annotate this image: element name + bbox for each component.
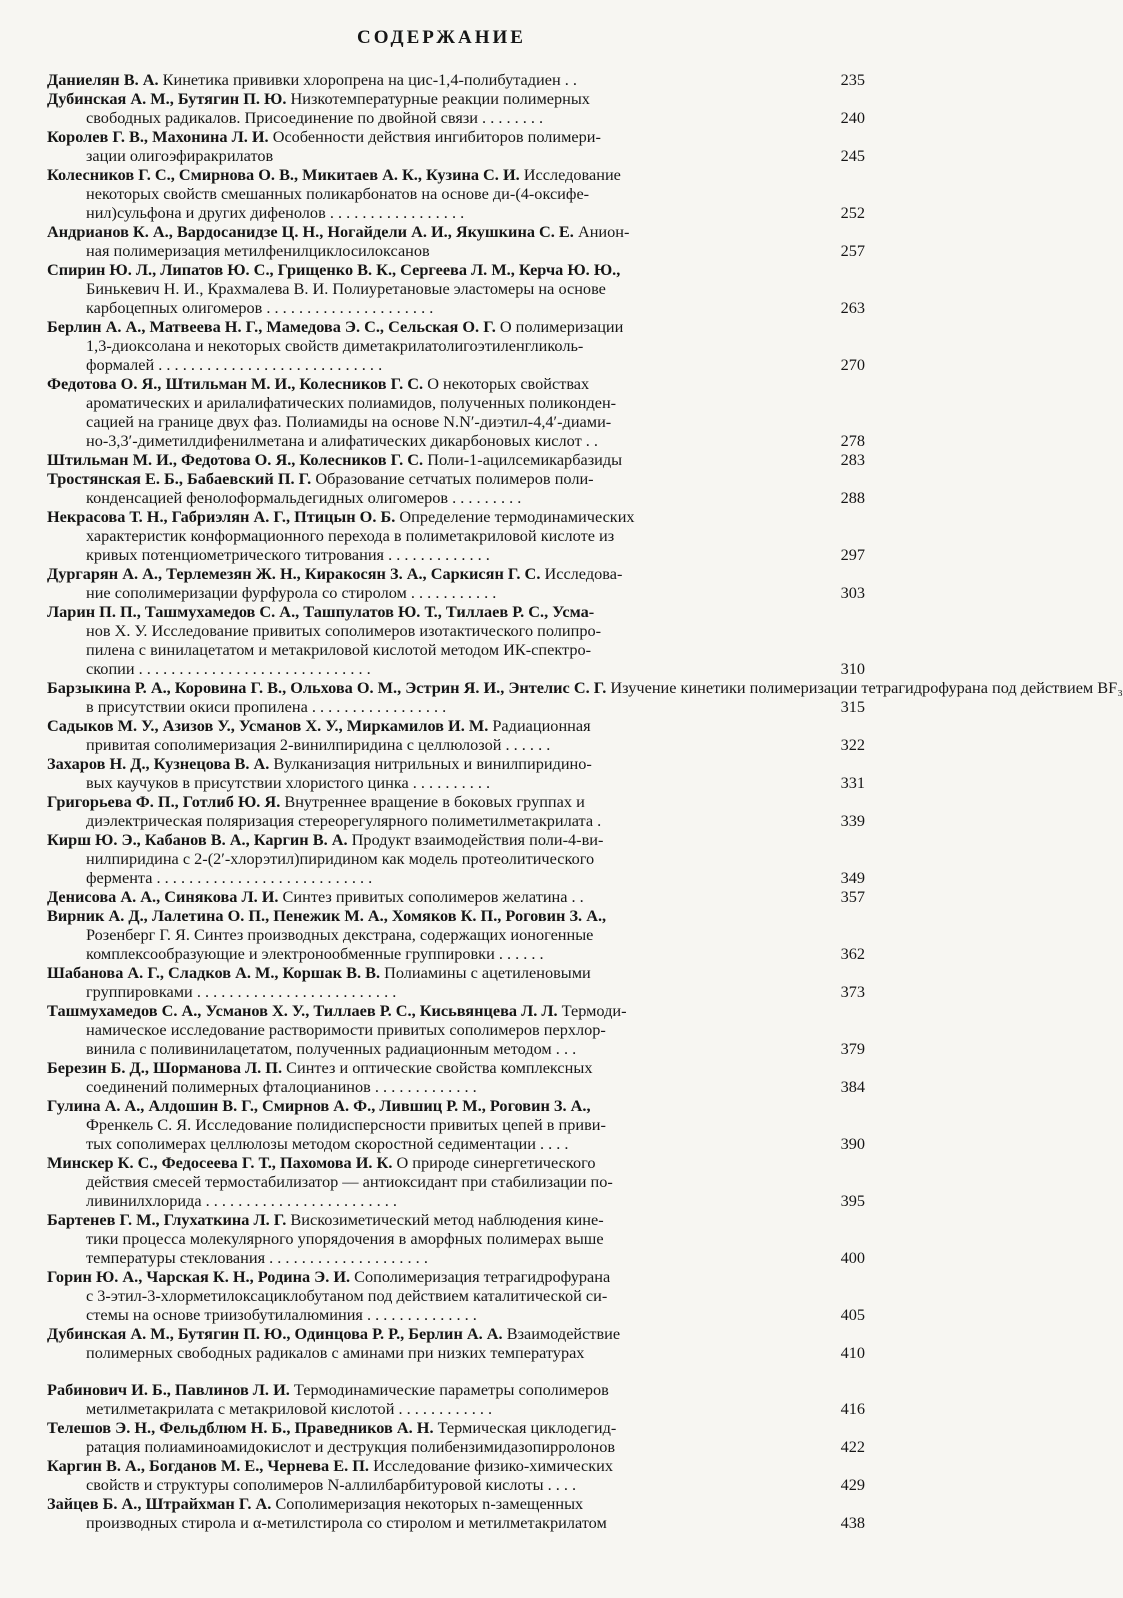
toc-title-text: Термическая циклодегид- — [437, 1418, 617, 1437]
toc-entry-first-line — [0, 70, 781, 89]
toc-entry — [0, 450, 883, 469]
toc-entry-line: свойств и структуры сополимеров N-аллилбарбитуровой кислоты . . . . — [86, 1475, 577, 1494]
toc-title-text: Кинетика прививки хлоропрена на цис-1,4-полибутадиен . . — [162, 70, 577, 89]
toc-authors: Тростянская Е. Б., Бабаевский П. Г. — [47, 469, 312, 488]
toc-authors: Колесников Г. С., Смирнова О. В., Микитаев А. К., Кузина С. И. — [47, 165, 520, 184]
toc-entry-line: сацией на границе двух фаз. Полиамиды на основе N.N′-диэтил-4,4′-диами- — [86, 412, 612, 431]
toc-entry-line: зации олигоэфиракрилатов — [86, 146, 274, 165]
toc-page-number: 400 — [840, 1248, 865, 1267]
toc-title-text: Определение термодинамических — [399, 507, 635, 526]
toc-entry — [0, 1153, 883, 1210]
toc-authors: Кирш Ю. Э., Кабанов В. А., Каргин В. А. — [47, 830, 348, 849]
toc-entry-first-line — [0, 165, 781, 184]
toc-page-number: 297 — [840, 545, 865, 564]
toc-entry — [0, 602, 883, 678]
toc-entry-first-line — [0, 1058, 781, 1077]
toc-title-text: Вулканизация нитрильных и винилпиридино- — [273, 754, 592, 773]
toc-title-text: О некоторых свойствах — [427, 374, 590, 393]
toc-page-number: 331 — [840, 773, 865, 792]
toc-entry-line: формалей . . . . . . . . . . . . . . . . . . . . . . . . . . . . — [86, 355, 383, 374]
toc-authors: Спирин Ю. Л., Липатов Ю. С., Грищенко В. К., Сергеева Л. М., Керча Ю. Ю., — [47, 260, 621, 279]
toc-entry-line: комплексообразующие и электронообменные группировки . . . . . . — [86, 944, 544, 963]
toc-entry-first-line — [0, 1380, 781, 1399]
toc-entry-line: винила с поливинилацетатом, полученных радиационным методом . . . — [86, 1039, 577, 1058]
toc-entry-line: но-3,3′-диметилдифенилметана и алифатических дикарбоновых кислот . . — [86, 431, 598, 450]
toc-entry-line: диэлектрическая поляризация стереорегулярного полиметилметакрилата . — [86, 811, 602, 830]
toc-entry — [0, 70, 883, 89]
toc-authors: Березин Б. Д., Шорманова Л. П. — [47, 1058, 283, 1077]
toc-authors: Даниелян В. А. — [47, 70, 159, 89]
toc-page-number: 315 — [840, 697, 865, 716]
toc-title-text: Исследование — [523, 165, 621, 184]
toc-page-number: 310 — [840, 659, 865, 678]
toc-authors: Андрианов К. А., Вардосанидзе Ц. Н., Ногайдели А. И., Якушкина С. Е. — [47, 222, 574, 241]
toc-authors: Рабинович И. Б., Павлинов Л. И. — [47, 1380, 290, 1399]
toc-authors: Ташмухамедов С. А., Усманов Х. У., Тиллаев Р. С., Кисьвянцева Л. Л. — [47, 1001, 558, 1020]
toc-authors: Зайцев Б. А., Штрайхман Г. А. — [47, 1494, 272, 1513]
toc-entry-first-line — [0, 374, 781, 393]
toc-authors: Каргин В. А., Богданов М. Е., Чернева Е. П. — [47, 1456, 369, 1475]
toc-entry-line: ратация полиаминоамидокислот и деструкция полибензимидазопирролонов — [86, 1437, 616, 1456]
toc-authors: Садыков М. У., Азизов У., Усманов Х. У., Миркамилов И. М. — [47, 716, 489, 735]
toc-entry-line: конденсацией фенолоформальдегидных олигомеров . . . . . . . . . — [86, 488, 522, 507]
toc-entry — [0, 1001, 883, 1058]
toc-entry-line: скопии . . . . . . . . . . . . . . . . . . . . . . . . . . . . . — [86, 659, 371, 678]
toc-entry-line: Розенберг Г. Я. Синтез производных декстрана, содержащих ионогенные — [86, 925, 594, 944]
toc-entry-first-line — [0, 830, 781, 849]
toc-entry-line: нов Х. У. Исследование привитых сополимеров изотактического полипро- — [86, 621, 602, 640]
toc-title-text: Синтез привитых сополимеров желатина . . — [282, 887, 584, 906]
toc-entry-first-line — [0, 716, 781, 735]
section-gap — [0, 1362, 883, 1380]
toc-entry-line: Френкель С. Я. Исследование полидисперсности привитых цепей в приви- — [86, 1115, 606, 1134]
toc-entry-first-line — [0, 507, 781, 526]
toc-authors: Телешов Э. Н., Фельдблюм Н. Б., Праведников А. Н. — [47, 1418, 434, 1437]
toc-authors: Берлин А. А., Матвеева Н. Г., Мамедова Э. С., Сельская О. Г. — [47, 317, 496, 336]
toc-entry — [0, 1096, 883, 1153]
toc-title-text: О полимеризации — [499, 317, 624, 336]
toc-authors: Денисова А. А., Синякова Л. И. — [47, 887, 279, 906]
toc-title-text: Исследова- — [544, 564, 623, 583]
toc-entry-line: некоторых свойств смешанных поликарбонатов на основе ди-(4-оксифе- — [86, 184, 590, 203]
toc-page-number: 438 — [840, 1513, 865, 1532]
toc-entry-line: группировками . . . . . . . . . . . . . . . . . . . . . . . . . — [86, 982, 397, 1001]
toc-authors: Барзыкина Р. А., Коровина Г. В., Ольхова О. М., Эстрин Я. И., Энтелис С. Г. — [47, 678, 607, 697]
toc-authors: Минскер К. С., Федосеева Г. Т., Пахомова И. К. — [47, 1153, 393, 1172]
toc-entry-first-line — [0, 1001, 781, 1020]
toc-authors: Королев Г. В., Махонина Л. И. — [47, 127, 269, 146]
toc-entry-line: нил)сульфона и других дифенолов . . . . . . . . . . . . . . . . . — [86, 203, 465, 222]
toc-entry — [0, 1210, 883, 1267]
toc-entry-line: действия смесей термостабилизатор — антиоксидант при стабилизации по- — [86, 1172, 613, 1191]
toc-entry-line: характеристик конформационного перехода в полиметакриловой кислоте из — [86, 526, 615, 545]
table-of-contents — [0, 70, 1123, 1532]
toc-entry — [0, 792, 883, 830]
toc-authors: Некрасова Т. Н., Габриэлян А. Г., Птицын О. Б. — [47, 507, 396, 526]
toc-entry-line: фермента . . . . . . . . . . . . . . . . . . . . . . . . . . . — [86, 868, 373, 887]
toc-entry-first-line — [0, 1418, 781, 1437]
toc-entry — [0, 507, 883, 564]
toc-entry-first-line — [0, 469, 781, 488]
toc-page-number: 235 — [840, 70, 865, 89]
toc-entry-first-line — [0, 260, 781, 279]
toc-entry-line: ливинилхлорида . . . . . . . . . . . . . . . . . . . . . . . . — [86, 1191, 397, 1210]
toc-entry — [0, 678, 1123, 716]
toc-entry-first-line — [0, 450, 781, 469]
page-title: СОДЕРЖАНИЕ — [357, 27, 526, 48]
toc-title-text: Низкотемпературные реакции полимерных — [290, 89, 590, 108]
toc-entry-line: кривых потенциометрического титрования . . . . . . . . . . . . . — [86, 545, 490, 564]
toc-entry-first-line — [0, 1096, 781, 1115]
toc-page-number: 379 — [840, 1039, 865, 1058]
toc-page-number: 410 — [840, 1343, 865, 1362]
toc-authors: Дубинская А. М., Бутягин П. Ю. — [47, 89, 287, 108]
toc-page-number: 288 — [840, 488, 865, 507]
toc-entry-line: вых каучуков в присутствии хлористого цинка . . . . . . . . . . — [86, 773, 491, 792]
toc-entry — [0, 1418, 883, 1456]
toc-page-number: 362 — [840, 944, 865, 963]
toc-entry — [0, 564, 883, 602]
toc-entry — [0, 1456, 883, 1494]
toc-entry — [0, 469, 883, 507]
toc-title-text: Изучение кинетики полимеризации тетрагидрофурана под действием BF₃ — [610, 678, 1123, 697]
toc-authors: Дургарян А. А., Терлемезян Ж. Н., Киракосян З. А., Саркисян Г. С. — [47, 564, 541, 583]
toc-entry-line: карбоцепных олигомеров . . . . . . . . . . . . . . . . . . . . . — [86, 298, 434, 317]
toc-entry-line: ароматических и арилалифатических полиамидов, полученных поликонден- — [86, 393, 617, 412]
toc-title-text: Радиационная — [492, 716, 591, 735]
toc-authors: Гулина А. А., Алдошин В. Г., Смирнов А. Ф., Лившиц Р. М., Роговин З. А., — [47, 1096, 591, 1115]
toc-title-text: Синтез и оптические свойства комплексных — [286, 1058, 593, 1077]
toc-entry — [0, 754, 883, 792]
toc-entry — [0, 716, 883, 754]
toc-entry — [0, 1267, 883, 1324]
toc-entry — [0, 127, 883, 165]
toc-entry-first-line — [0, 754, 781, 773]
toc-authors: Ларин П. П., Ташмухамедов С. А., Ташпулатов Ю. Т., Тиллаев Р. С., Усма- — [47, 602, 595, 621]
toc-title-text: Внутреннее вращение в боковых группах и — [284, 792, 585, 811]
toc-entry-first-line — [0, 792, 781, 811]
toc-title-text: Исследование физико-химических — [373, 1456, 613, 1475]
toc-entry-first-line — [0, 906, 781, 925]
toc-entry-line: температуры стеклования . . . . . . . . . . . . . . . . . . . . — [86, 1248, 428, 1267]
toc-entry-line: с 3-этил-3-хлорметилоксациклобутаном под действием каталитической си- — [86, 1286, 608, 1305]
toc-entry-first-line — [0, 678, 1123, 697]
toc-entry-line: ние сополимеризации фурфурола со стиролом . . . . . . . . . . . — [86, 583, 497, 602]
toc-title-text: Сополимеризация тетрагидрофурана — [354, 1267, 611, 1286]
toc-authors: Горин Ю. А., Чарская К. Н., Родина Э. И. — [47, 1267, 351, 1286]
toc-entry — [0, 260, 883, 317]
toc-page-number: 303 — [840, 583, 865, 602]
toc-entry-first-line — [0, 1456, 781, 1475]
toc-authors: Григорьева Ф. П., Готлиб Ю. Я. — [47, 792, 281, 811]
toc-page-number: 373 — [840, 982, 865, 1001]
toc-page-number: 252 — [840, 203, 865, 222]
toc-page-number: 245 — [840, 146, 865, 165]
toc-entry — [0, 89, 883, 127]
toc-entry — [0, 1058, 883, 1096]
toc-entry-first-line — [0, 602, 781, 621]
toc-entry-line: метилметакрилата с метакриловой кислотой . . . . . . . . . . . . — [86, 1399, 493, 1418]
toc-title-text: Термодинамические параметры сополимеров — [293, 1380, 609, 1399]
toc-title-text: Продукт взаимодействия поли-4-ви- — [351, 830, 604, 849]
toc-page-number: 357 — [840, 887, 865, 906]
toc-entry-line: стемы на основе триизобутилалюминия . . . . . . . . . . . . . . — [86, 1305, 477, 1324]
toc-authors: Федотова О. Я., Штильман М. И., Колесников Г. С. — [47, 374, 424, 393]
toc-title-text: Особенности действия ингибиторов полимери- — [272, 127, 601, 146]
toc-authors: Захаров Н. Д., Кузнецова В. А. — [47, 754, 270, 773]
toc-entry-first-line — [0, 963, 781, 982]
toc-entry — [0, 963, 883, 1001]
toc-entry-line: полимерных свободных радикалов с аминами при низких температурах — [86, 1343, 585, 1362]
toc-page-number: 349 — [840, 868, 865, 887]
toc-entry — [0, 830, 883, 887]
toc-title-text: Полиамины с ацетиленовыми — [384, 963, 591, 982]
toc-entry-first-line — [0, 317, 781, 336]
toc-entry-line: привитая сополимеризация 2-винилпиридина с целлюлозой . . . . . . — [86, 735, 551, 754]
toc-title-text: О природе синергетического — [396, 1153, 596, 1172]
toc-entry — [0, 317, 883, 374]
toc-entry-line: тых сополимерах целлюлозы методом скоростной седиментации . . . . — [86, 1134, 569, 1153]
toc-page-number: 278 — [840, 431, 865, 450]
toc-title-text: Вискозиметический метод наблюдения кине- — [290, 1210, 604, 1229]
toc-title-text: Анион- — [577, 222, 630, 241]
toc-title-text: Поли-1-ацилсемикарбазиды — [427, 450, 623, 469]
toc-page-number: 384 — [840, 1077, 865, 1096]
toc-entry — [0, 1494, 883, 1532]
toc-title-text: Взаимодействие — [506, 1324, 621, 1343]
toc-entry — [0, 222, 883, 260]
toc-page-number: 257 — [840, 241, 865, 260]
toc-title-text: Сополимеризация некоторых n-замещенных — [275, 1494, 584, 1513]
toc-entry-first-line — [0, 222, 781, 241]
toc-entry-line: соединений полимерных фталоцианинов . . . . . . . . . . . . . — [86, 1077, 477, 1096]
toc-entry-line: пилена с винилацетатом и метакриловой кислотой методом ИК-спектро- — [86, 640, 592, 659]
toc-page-number: 283 — [840, 450, 865, 469]
toc-authors: Шабанова А. Г., Сладков А. М., Коршак В. В. — [47, 963, 381, 982]
toc-entry-first-line — [0, 887, 781, 906]
toc-entry-first-line — [0, 1210, 781, 1229]
toc-entry-line: намическое исследование растворимости привитых сополимеров перхлор- — [86, 1020, 606, 1039]
toc-entry-line: производных стирола и α-метилстирола со стиролом и метилметакрилатом — [86, 1513, 607, 1532]
toc-entry-first-line — [0, 1153, 781, 1172]
toc-entry-line: нилпиридина с 2-(2′-хлорэтил)пиридином как модель протеолитического — [86, 849, 595, 868]
toc-page-number: 240 — [840, 108, 865, 127]
toc-entry-first-line — [0, 1494, 781, 1513]
toc-page-number: 422 — [840, 1437, 865, 1456]
toc-page-number: 263 — [840, 298, 865, 317]
toc-entry-line: в присутствии окиси пропилена . . . . . . . . . . . . . . . . . — [86, 697, 447, 716]
toc-page-number: 339 — [840, 811, 865, 830]
toc-entry — [0, 906, 883, 963]
toc-page-number: 416 — [840, 1399, 865, 1418]
toc-entry-first-line — [0, 1267, 781, 1286]
toc-entry-line: Бинькевич Н. И., Крахмалева В. И. Полиуретановые эластомеры на основе — [86, 279, 606, 298]
toc-entry-line: 1,3-диоксолана и некоторых свойств диметакрилатолигоэтиленгликоль- — [86, 336, 584, 355]
toc-page-number: 390 — [840, 1134, 865, 1153]
toc-entry-first-line — [0, 127, 781, 146]
toc-entry-line: ная полимеризация метилфенилциклосилоксанов — [86, 241, 430, 260]
toc-page-number: 322 — [840, 735, 865, 754]
toc-entry-first-line — [0, 1324, 781, 1343]
toc-entry-first-line — [0, 89, 781, 108]
toc-entry-first-line — [0, 564, 781, 583]
toc-page-number: 270 — [840, 355, 865, 374]
toc-authors: Дубинская А. М., Бутягин П. Ю., Одинцова Р. Р., Берлин А. А. — [47, 1324, 503, 1343]
toc-entry — [0, 887, 883, 906]
toc-page-number: 429 — [840, 1475, 865, 1494]
toc-entry — [0, 1380, 883, 1418]
toc-title-text: Образование сетчатых полимеров поли- — [315, 469, 594, 488]
toc-authors: Бартенев Г. М., Глухаткина Л. Г. — [47, 1210, 287, 1229]
toc-page-number: 405 — [840, 1305, 865, 1324]
toc-authors: Вирник А. Д., Лалетина О. П., Пенежик М. А., Хомяков К. П., Роговин З. А., — [47, 906, 607, 925]
toc-entry-line: тики процесса молекулярного упорядочения в аморфных полимерах выше — [86, 1229, 604, 1248]
toc-entry-line: свободных радикалов. Присоединение по двойной связи . . . . . . . . — [86, 108, 544, 127]
toc-authors: Штильман М. И., Федотова О. Я., Колесников Г. С. — [47, 450, 424, 469]
toc-entry — [0, 1324, 883, 1362]
toc-title-text: Термоди- — [561, 1001, 627, 1020]
toc-page-number: 395 — [840, 1191, 865, 1210]
toc-entry — [0, 374, 883, 450]
toc-entry — [0, 165, 883, 222]
